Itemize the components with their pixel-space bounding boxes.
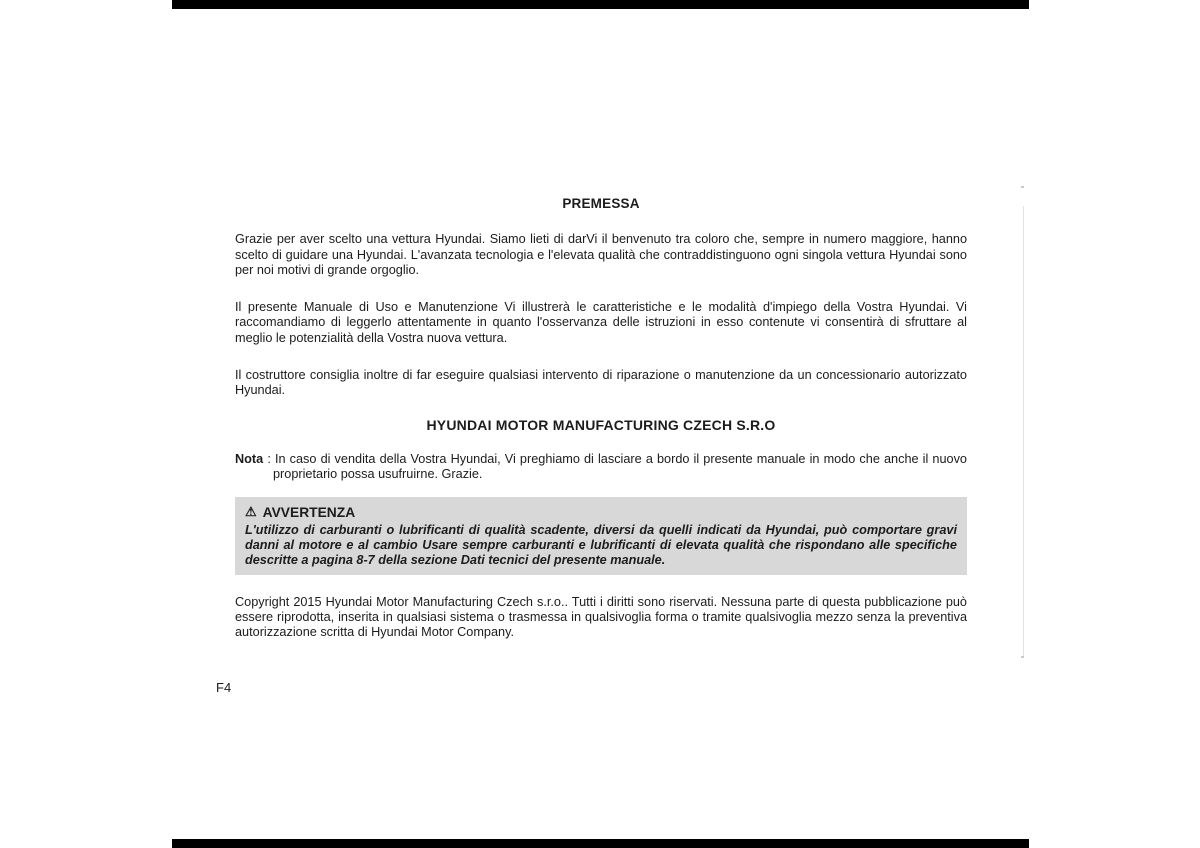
scan-artifact-dot	[1021, 186, 1024, 188]
intro-paragraph-2: Il presente Manuale di Uso e Manutenzione Vi illustrerà le caratteristiche e le modalità d'impiego della Vostra Hyundai. Vi raccomandiamo di leggerlo attentamente in quanto l'osservanza delle istruzioni in esso contenute vi consentirà di sfruttare al meglio le potenzialità della Vostra nuova vettura.	[235, 300, 967, 345]
note-paragraph	[235, 452, 967, 483]
manufacturer-heading: HYUNDAI MOTOR MANUFACTURING CZECH S.R.O	[426, 416, 776, 433]
warning-title: AVVERTENZA	[262, 504, 356, 520]
page-title: PREMESSA	[562, 196, 640, 211]
warning-heading	[245, 505, 957, 520]
scan-artifact-dot	[1021, 656, 1024, 658]
warning-text: L'utilizzo di carburanti o lubrificanti di qualità scadente, diversi da quelli indicati da Hyundai, può comportare gravi danni al motore e al cambio Usare sempre carburanti e lubrificanti di elevata qualità che rispondano alle specifiche descritte a pagina 8-7 della sezione Dati tecnici del presente manuale.	[245, 522, 957, 567]
manual-page-content	[235, 196, 967, 641]
warning-triangle-icon: ⚠	[245, 503, 257, 519]
warning-box	[235, 497, 967, 575]
note-label: Nota	[235, 451, 264, 466]
intro-paragraph-1: Grazie per aver scelto una vettura Hyundai. Siamo lieti di darVi il benvenuto tra coloro che, sempre in numero maggiore, hanno scelto di guidare una Hyundai. L'avanzata tecnologia e l'elevata qualità che contraddistinguono ogni singola vettura Hyundai sono per noi motivi di grande orgoglio.	[235, 232, 967, 277]
bottom-border-rule	[172, 839, 1029, 848]
scan-artifact-line	[1023, 206, 1024, 658]
note-text: : In caso di vendita della Vostra Hyundai, Vi preghiamo di lasciare a bordo il presente manuale in modo che anche il nuovo proprietario possa usufruirne. Grazie.	[263, 451, 967, 482]
top-border-rule	[172, 0, 1029, 9]
page-number: F4	[216, 680, 232, 695]
copyright-paragraph: Copyright 2015 Hyundai Motor Manufacturing Czech s.r.o.. Tutti i diritti sono riservati. Nessuna parte di questa pubblicazione può essere riprodotta, inserita in qualsiasi sistema o trasmessa in qualsivoglia forma o tramite qualsivoglia mezzo senza la preventiva autorizzazione scritta di Hyundai Motor Company.	[235, 594, 967, 640]
intro-paragraph-3: Il costruttore consiglia inoltre di far eseguire qualsiasi intervento di riparazione o manutenzione da un concessionario autorizzato Hyundai.	[235, 368, 967, 398]
